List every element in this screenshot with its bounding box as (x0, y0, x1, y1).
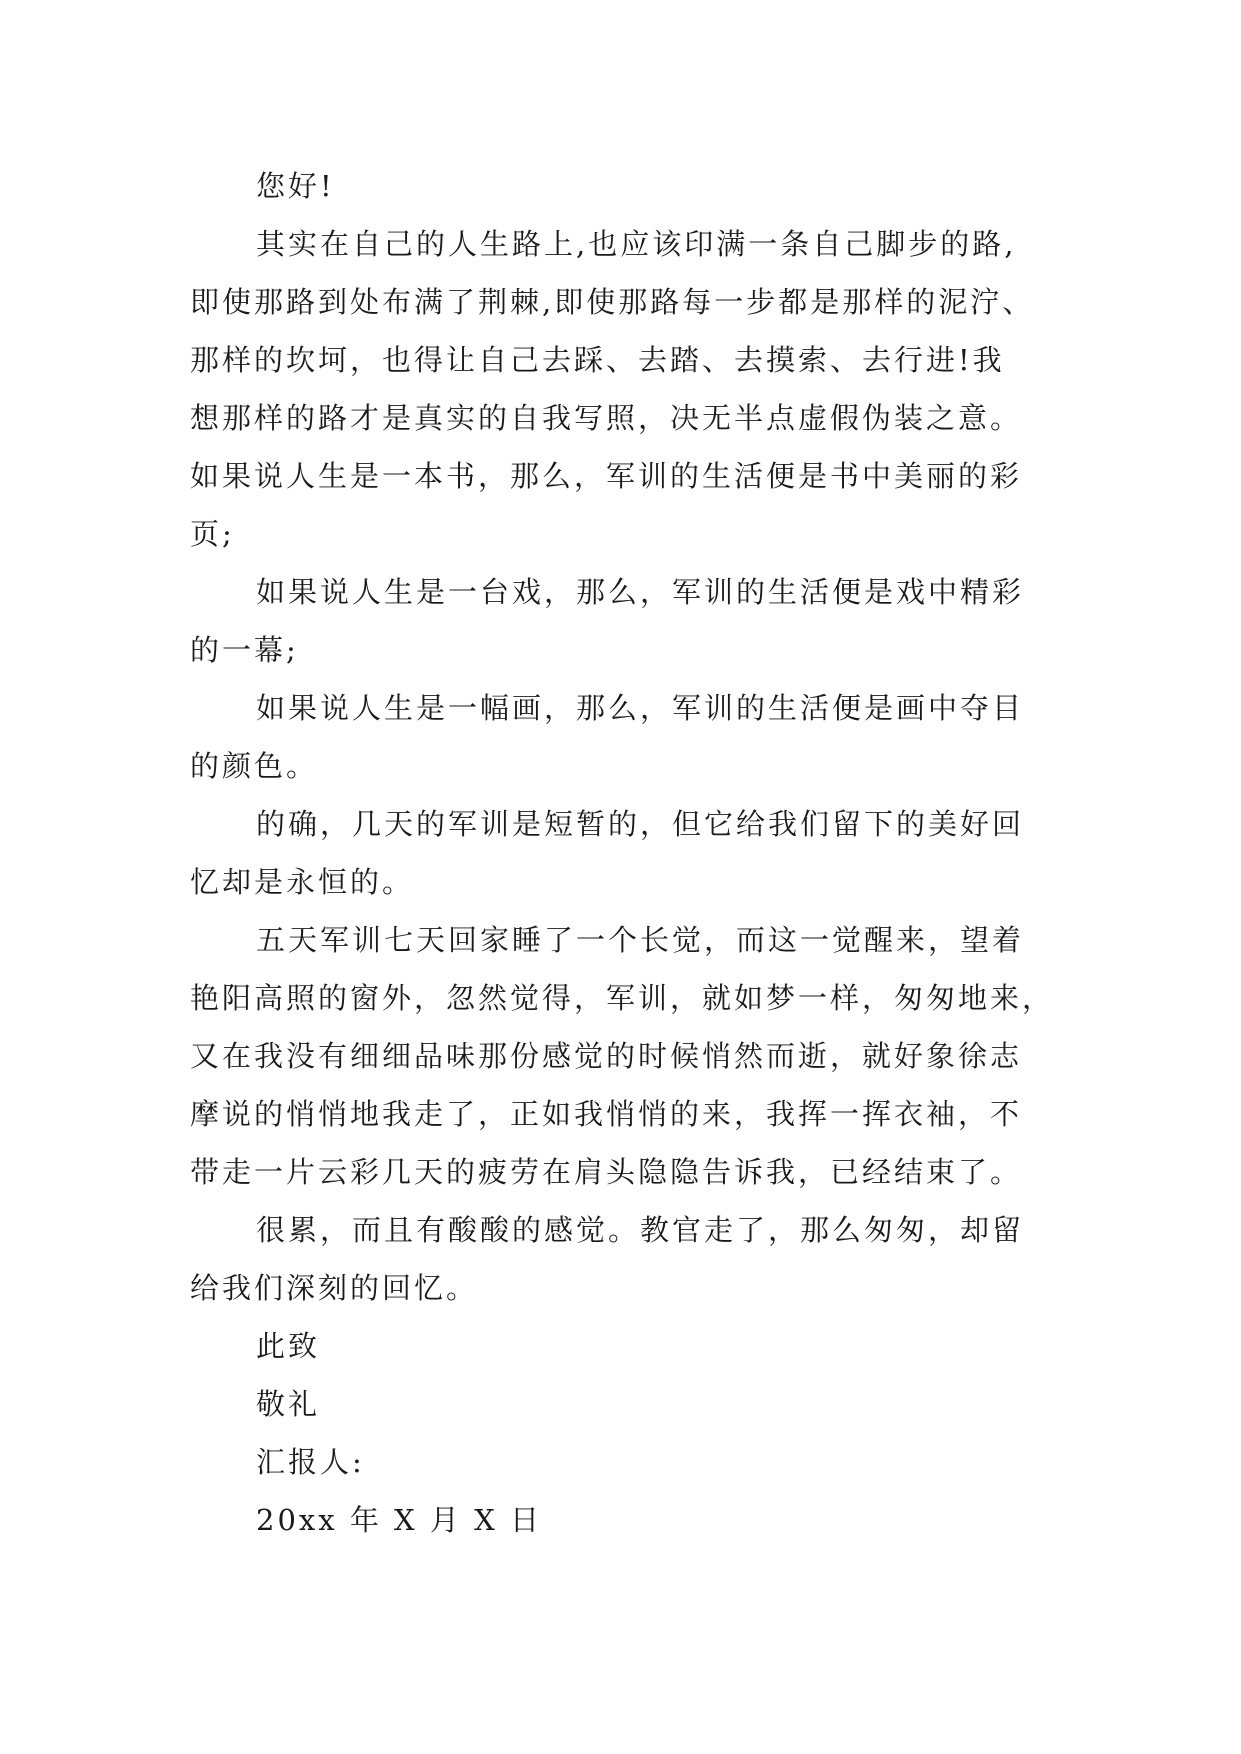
body-line: 忆却是永恒的。 (190, 865, 415, 899)
body-line: 很累，而且有酸酸的感觉。教官走了，那么匆匆，却留 (256, 1213, 1025, 1247)
body-line: 的一幕; (190, 633, 299, 667)
date-line: 20xx 年 X 月 X 日 (256, 1503, 542, 1537)
body-line: 想那样的路才是真实的自我写照，决无半点虚假伪装之意。 (190, 401, 1023, 435)
body-line: 五天军训七天回家睡了一个长觉，而这一觉醒来，望着 (256, 923, 1025, 957)
body-line: 那样的坎坷，也得让自己去踩、去踏、去摸索、去行进!我 (190, 343, 1005, 377)
body-line: 艳阳高照的窗外，忽然觉得，军训，就如梦一样，匆匆地来， (190, 981, 1055, 1015)
body-line: 页; (190, 517, 235, 551)
body-line: 又在我没有细细品味那份感觉的时候悄然而逝，就好象徐志 (190, 1039, 1023, 1073)
body-line: 摩说的悄悄地我走了，正如我悄悄的来，我挥一挥衣袖，不 (190, 1097, 1023, 1131)
salutation-line: 敬礼 (256, 1387, 321, 1421)
body-line: 如果说人生是一台戏，那么，军训的生活便是戏中精彩 (256, 575, 1025, 609)
body-line: 即使那路到处布满了荆棘,即使那路每一步都是那样的泥泞、 (190, 285, 1035, 319)
greeting-line: 您好! (256, 169, 335, 203)
body-line: 的颜色。 (190, 749, 319, 783)
body-line: 给我们深刻的回忆。 (190, 1271, 479, 1305)
body-line: 如果说人生是一幅画，那么，军训的生活便是画中夺目 (256, 691, 1025, 725)
body-line: 其实在自己的人生路上,也应该印满一条自己脚步的路, (256, 227, 1017, 261)
body-line: 带走一片云彩几天的疲劳在肩头隐隐告诉我，已经结束了。 (190, 1155, 1023, 1189)
reporter-line: 汇报人: (256, 1445, 365, 1479)
body-line: 如果说人生是一本书，那么，军训的生活便是书中美丽的彩 (190, 459, 1023, 493)
closing-line: 此致 (256, 1329, 321, 1363)
body-line: 的确，几天的军训是短暂的，但它给我们留下的美好回 (256, 807, 1025, 841)
